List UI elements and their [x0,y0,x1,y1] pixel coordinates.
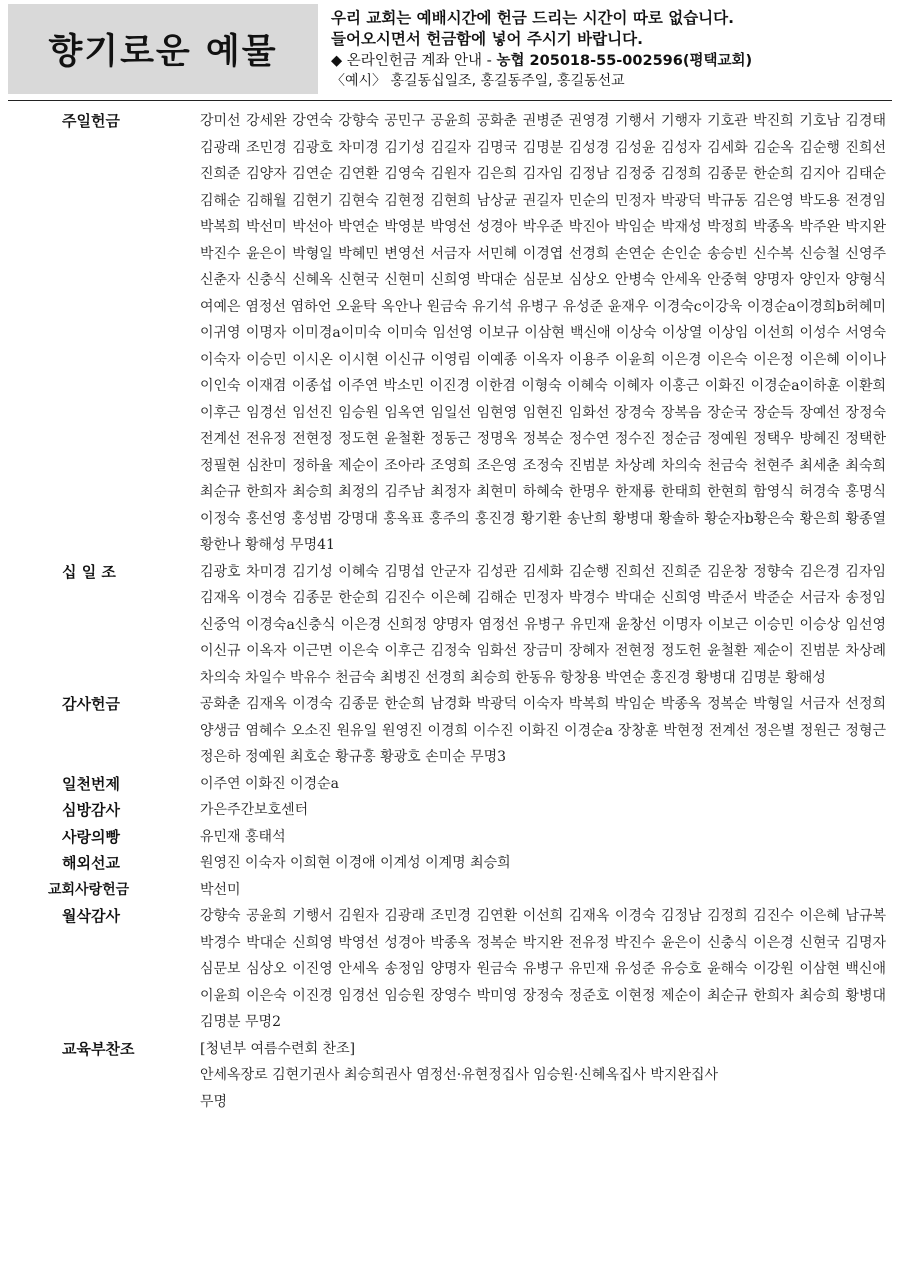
section-tithe [0,559,900,692]
offering-list [0,108,900,1115]
section-education [0,1036,900,1116]
section-label: 감사헌금 [62,695,120,713]
section-label: 일천번제 [62,774,120,793]
section-visit [0,797,900,824]
section-names [200,1036,886,1116]
section-names: 가은주간보호센터 [200,802,309,818]
notice-block [331,8,891,91]
notice-line-1: 우리 교회는 예배시간에 헌금 드리는 시간이 따로 없습니다. [331,9,735,27]
online-account-label: ◆ 온라인헌금 계좌 안내 - [331,53,497,69]
page-title: 향기로운 예물 [48,32,278,72]
account-number: 농협 205018-55-002596(평택교회) [496,53,753,69]
section-label: 주일헌금 [62,112,120,130]
header [8,4,892,98]
education-anonymous: 무명 [200,1093,228,1110]
section-mission [0,850,900,877]
section-names: 유민재 홍태석 [200,828,286,845]
section-label: 십 일 조 [62,562,116,581]
section-names: 강향숙 공윤희 기행서 김원자 김광래 조민경 김연환 이선희 김재옥 이경숙 김정남 김정희 김진수 이은혜 남규복 박경수 박대순 신희영 박영선 성경아 박종옥 정복순 박지완 전유정 박진수 윤은이 신충식 이은경 신현국 김명자 심문보 심상오 이진영 안세옥 송정임 양명자 원금숙 유병구 유민재 유성준 유승호 윤해숙 이강원 이삼현 백신애 이윤희 이은숙 이진경 임경선 임승원 장영수 박미영 장정숙 정준호 이현정 제순이 최순규 한희자 최승희 황병대 김명분 무명2 [200,908,886,1030]
section-names: 공화춘 김재옥 이경숙 김종문 한순희 남경화 박광덕 이숙자 박복희 박임순 박종옥 정복순 박형일 서금자 선정희 양생금 염혜수 오소진 원유일 원영진 이경희 이수진 이화진 이경순a 장창훈 박현정 전계선 정은별 정원근 정형근 정은하 정예원 최호순 황규홍 황광호 손미순 무명3 [200,696,886,765]
section-label: 해외선교 [62,854,120,872]
education-names: 안세옥장로 김현기권사 최승희권사 염정선·유현정집사 임승원·신혜옥집사 박지완집사 [200,1067,719,1083]
section-names: 이주연 이화진 이경순a [200,775,339,792]
section-thousand [0,771,900,798]
section-bread [0,824,900,851]
section-sunday [0,108,900,559]
section-label: 사랑의빵 [62,827,120,846]
title-box [8,4,318,94]
section-label: 월삭감사 [62,907,120,925]
section-label: 교회사랑헌금 [48,881,130,898]
section-names: 강미선 강세완 강연숙 강향숙 공민구 공윤희 공화춘 권병준 권영경 기행서 기행자 기호관 박진희 기호남 김경태 김광래 조민경 김광호 차미경 김기성 김길자 김명국 김명분 김성경 김성윤 김성자 김세화 김순옥 김순행 진희선 진희준 김양자 김연순 김연환 김영숙 김원자 김은희 김자임 김정남 김정중 김정희 김종문 한순희 김지아 김태순 김해순 김해월 김현기 김현숙 김현정 김현희 남상균 권길자 민순의 민정자 박광덕 박규동 김은영 박도용 전경임 박복희 박선미 박선아 박연순 박영분 박영선 성경아 박우준 박진아 박임순 박재성 박정희 박종옥 박주완 박지완 박진수 윤은이 박형일 박혜민 변영선 서금자 서민혜 이경엽 선경희 손연순 손인순 송승빈 신수복 신승철 신영주 신춘자 신충식 신혜옥 신현국 신현미 신희영 박대순 심문보 심상오 안병숙 안세옥 안중혁 양명자 양인자 양형식 여예은 염정선 염하언 오윤탁 옥안나 원금숙 유기석 유병구 유성준 윤재우 이경숙c이강욱 이경순a이경희b허혜미 이귀영 이명자 이미경a이미숙 이미숙 임선영 이보규 이삼현 백신애 이상숙 이상열 이상임 이선희 이성수 서영숙 이숙자 이승민 이시온 이시현 이신규 이영림 이예종 이옥자 이용주 이윤희 이은경 이은숙 이은정 이은혜 이이나 이인숙 이재겸 이종섭 이주연 박소민 이진경 이한겸 이형숙 이혜숙 이혜자 이홍근 이화진 이경순a이하훈 이환희 이후근 임경선 임선진 임승원 임옥연 임일선 임현영 임현진 임화선 장경숙 장복음 장순국 장순득 장예선 장정숙 전계선 전유정 전현정 정도현 윤철환 정동근 정명옥 정복순 정수연 정수진 정순금 정예원 정택우 방혜진 정택한 정필현 심찬미 정하율 제순이 조아라 조영희 조은영 조정숙 진범분 차상례 차의숙 천금숙 천현주 최세춘 최숙희 최순규 한희자 최승희 최정의 김주남 최정자 최현미 하혜숙 한명우 한재룡 한태희 한현희 함영식 허경숙 홍명식 이정숙 홍선영 홍성범 강명대 홍옥표 홍주의 홍진경 황기환 송난희 황병대 황솔하 황순자b황은숙 황은희 황종열 황한나 황해성 무명41 [200,113,886,553]
section-names: 원영진 이숙자 이희현 이경애 이계성 이계명 최승희 [200,855,511,871]
section-thanks [0,691,900,771]
section-names: 박선미 [200,881,241,898]
header-divider [8,100,892,101]
section-label: 심방감사 [62,801,120,819]
section-monthly [0,903,900,1036]
account-example: 〈예시〉 홍길동십일조, 홍길동주일, 홍길동선교 [331,73,625,89]
section-church-love [0,877,900,904]
online-account-line [331,51,891,71]
notice-line-2: 들어오시면서 헌금함에 넣어 주시기 바랍니다. [331,30,643,48]
education-heading: [청년부 여름수련회 찬조] [200,1040,356,1057]
section-label: 교육부찬조 [62,1039,135,1058]
section-names: 김광호 차미경 김기성 이혜숙 김명섭 안군자 김성관 김세화 김순행 진희선 진희준 김운창 정향숙 김은경 김자임 김재옥 이경숙 김종문 한순희 김진수 이은혜 김해순 민정자 박경수 박대순 신희영 박준서 박준순 서금자 송정임 신중억 이경숙a신충식 이은경 신희정 양명자 염정선 유병구 유민재 윤창선 이명자 이보근 이승민 이승상 임선영 이신규 이옥자 이근면 이은숙 이후근 김정숙 임화선 장금미 장혜자 전현정 정도헌 윤철환 제순이 진범분 차상례 차의숙 차일수 박유수 천금숙 최병진 선경희 최승희 한동유 항창용 박연순 홍진경 황병대 김명분 황해성 [200,563,886,686]
